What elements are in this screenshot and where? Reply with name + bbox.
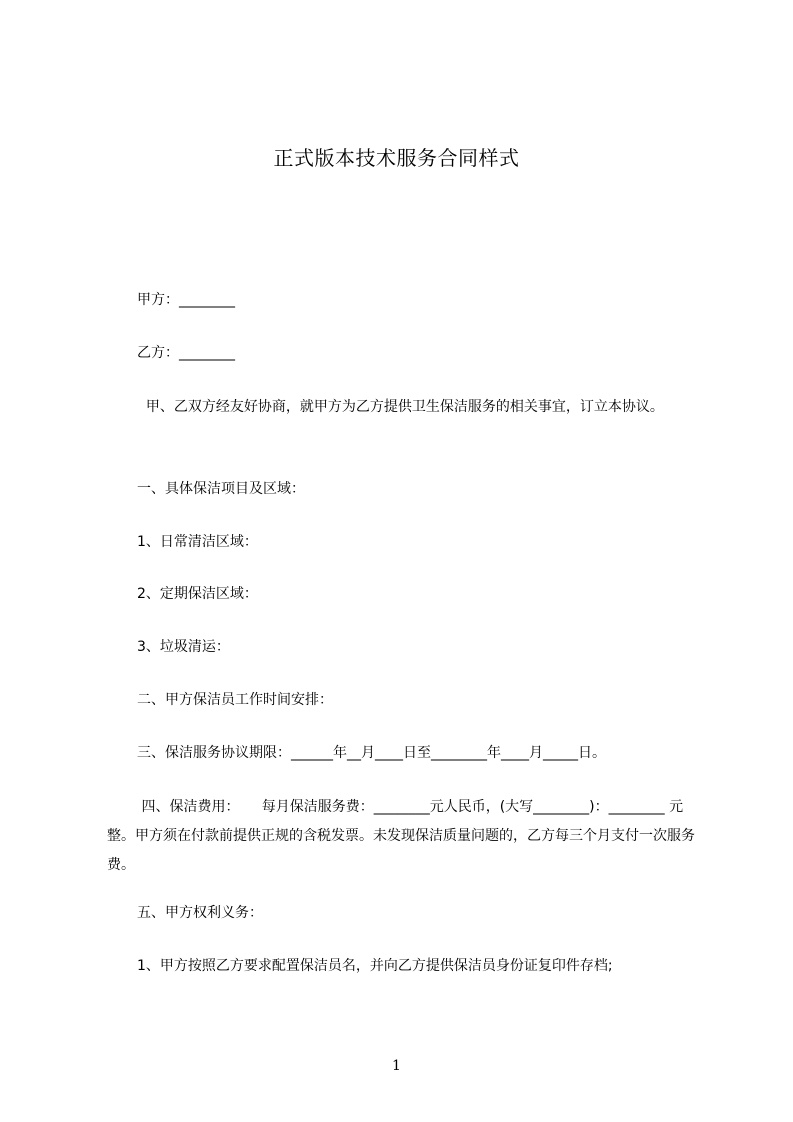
party-a-line: 甲方：________: [137, 292, 235, 308]
section-3-term: 三、保洁服务协议期限：______年__月____日至________年____月_____日。: [137, 745, 606, 761]
item-3-garbage-removal: 3、垃圾清运：: [137, 639, 230, 655]
party-b-line: 乙方：________: [137, 345, 235, 361]
section-4-fees: 四、保洁费用： 每月保洁服务费：________元人民币，(大写________)：________ 元整。甲方须在付款前提供正规的含税发票。未发现保洁质量问题的，乙方每三个月支付一次服务费。: [107, 799, 695, 873]
item-2-periodic-cleaning: 2、定期保洁区域：: [137, 586, 258, 602]
page-number: 1: [392, 1058, 401, 1074]
section-5-item-1: 1、甲方按照乙方要求配置保洁员名，并向乙方提供保洁员身份证复印件存档;: [137, 958, 613, 974]
intro-paragraph: 甲、乙双方经友好协商，就甲方为乙方提供卫生保洁服务的相关事宜，订立本协议。: [137, 399, 664, 415]
document-title: 正式版本技术服务合同样式: [273, 146, 520, 170]
section-2-heading: 二、甲方保洁员工作时间安排：: [137, 692, 333, 708]
item-1-daily-cleaning: 1、日常清洁区域：: [137, 534, 258, 550]
section-5-heading: 五、甲方权利义务：: [137, 905, 263, 921]
section-1-heading: 一、具体保洁项目及区域：: [137, 481, 305, 497]
